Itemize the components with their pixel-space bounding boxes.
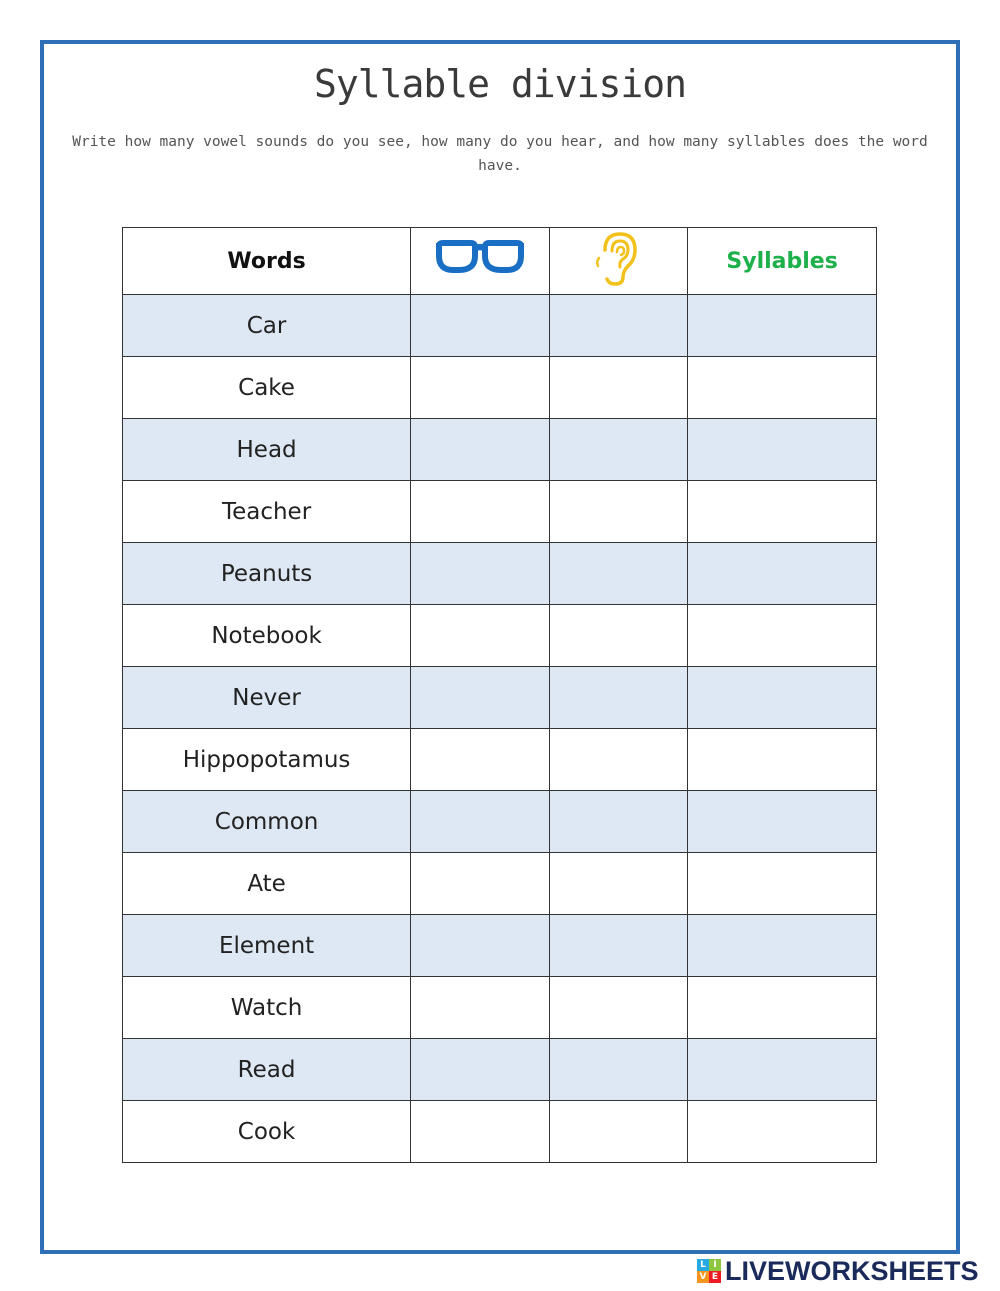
vowels-seen-cell[interactable] [411,915,550,977]
vowels-heard-cell[interactable] [549,791,688,853]
table-row [123,667,877,729]
vowels-seen-cell[interactable] [411,357,550,419]
syllables-cell[interactable] [688,1101,877,1163]
table-row [123,543,877,605]
vowels-heard-cell[interactable] [549,915,688,977]
syllables-cell[interactable] [688,791,877,853]
word-cell: Teacher [123,481,411,543]
syllables-cell[interactable] [688,605,877,667]
syllables-cell[interactable] [688,915,877,977]
word-cell: Car [123,295,411,357]
syllables-cell[interactable] [688,543,877,605]
logo-letter-e: E [709,1271,721,1283]
header-see [411,228,550,295]
vowels-seen-cell[interactable] [411,295,550,357]
vowels-seen-cell[interactable] [411,605,550,667]
vowels-heard-cell[interactable] [549,605,688,667]
syllables-cell[interactable] [688,667,877,729]
word-cell: Peanuts [123,543,411,605]
vowels-seen-cell[interactable] [411,419,550,481]
word-cell: Cook [123,1101,411,1163]
table-row [123,977,877,1039]
table-row [123,1101,877,1163]
vowels-seen-cell[interactable] [411,1039,550,1101]
vowels-heard-cell[interactable] [549,1039,688,1101]
word-cell: Cake [123,357,411,419]
vowels-seen-cell[interactable] [411,729,550,791]
syllables-cell[interactable] [688,481,877,543]
word-cell: Notebook [123,605,411,667]
syllable-table [122,227,877,1163]
ear-icon [593,228,643,288]
word-cell: Ate [123,853,411,915]
vowels-heard-cell[interactable] [549,977,688,1039]
liveworksheets-brand [697,1256,979,1286]
table-row [123,605,877,667]
table-row [123,481,877,543]
vowels-seen-cell[interactable] [411,667,550,729]
table-header-row [123,228,877,295]
syllables-cell[interactable] [688,295,877,357]
syllables-cell[interactable] [688,419,877,481]
syllables-cell[interactable] [688,357,877,419]
table-body [123,295,877,1163]
table-row [123,853,877,915]
vowels-heard-cell[interactable] [549,729,688,791]
table-row [123,1039,877,1101]
vowels-heard-cell[interactable] [549,357,688,419]
vowels-heard-cell[interactable] [549,1101,688,1163]
table-row [123,419,877,481]
vowels-heard-cell[interactable] [549,295,688,357]
header-hear [549,228,688,295]
liveworksheets-logo-icon [697,1259,721,1283]
word-cell: Head [123,419,411,481]
worksheet-title: Syllable division [314,62,686,106]
word-cell: Element [123,915,411,977]
vowels-heard-cell[interactable] [549,667,688,729]
word-cell: Never [123,667,411,729]
table-row [123,357,877,419]
vowels-heard-cell[interactable] [549,853,688,915]
table-row [123,915,877,977]
worksheet-instructions: Write how many vowel sounds do you see, how many do you hear, and how many syllables does the word have. [72,134,928,174]
vowels-heard-cell[interactable] [549,419,688,481]
vowels-seen-cell[interactable] [411,481,550,543]
word-cell: Hippopotamus [123,729,411,791]
table-row [123,791,877,853]
vowels-heard-cell[interactable] [549,481,688,543]
syllables-cell[interactable] [688,1039,877,1101]
word-cell: Watch [123,977,411,1039]
table-row [123,729,877,791]
table-row [123,295,877,357]
logo-letter-v: V [697,1271,709,1283]
vowels-seen-cell[interactable] [411,977,550,1039]
syllables-cell[interactable] [688,853,877,915]
vowels-seen-cell[interactable] [411,791,550,853]
vowels-heard-cell[interactable] [549,543,688,605]
vowels-seen-cell[interactable] [411,543,550,605]
word-cell: Common [123,791,411,853]
word-cell: Read [123,1039,411,1101]
syllables-cell[interactable] [688,729,877,791]
logo-letter-i: I [709,1259,721,1271]
logo-letter-l: L [697,1259,709,1271]
vowels-seen-cell[interactable] [411,1101,550,1163]
vowels-seen-cell[interactable] [411,853,550,915]
header-syllables: Syllables [688,228,877,295]
header-words: Words [123,228,411,295]
syllables-cell[interactable] [688,977,877,1039]
eyeglasses-icon [435,238,525,278]
liveworksheets-wordmark: LIVEWORKSHEETS [725,1255,979,1286]
